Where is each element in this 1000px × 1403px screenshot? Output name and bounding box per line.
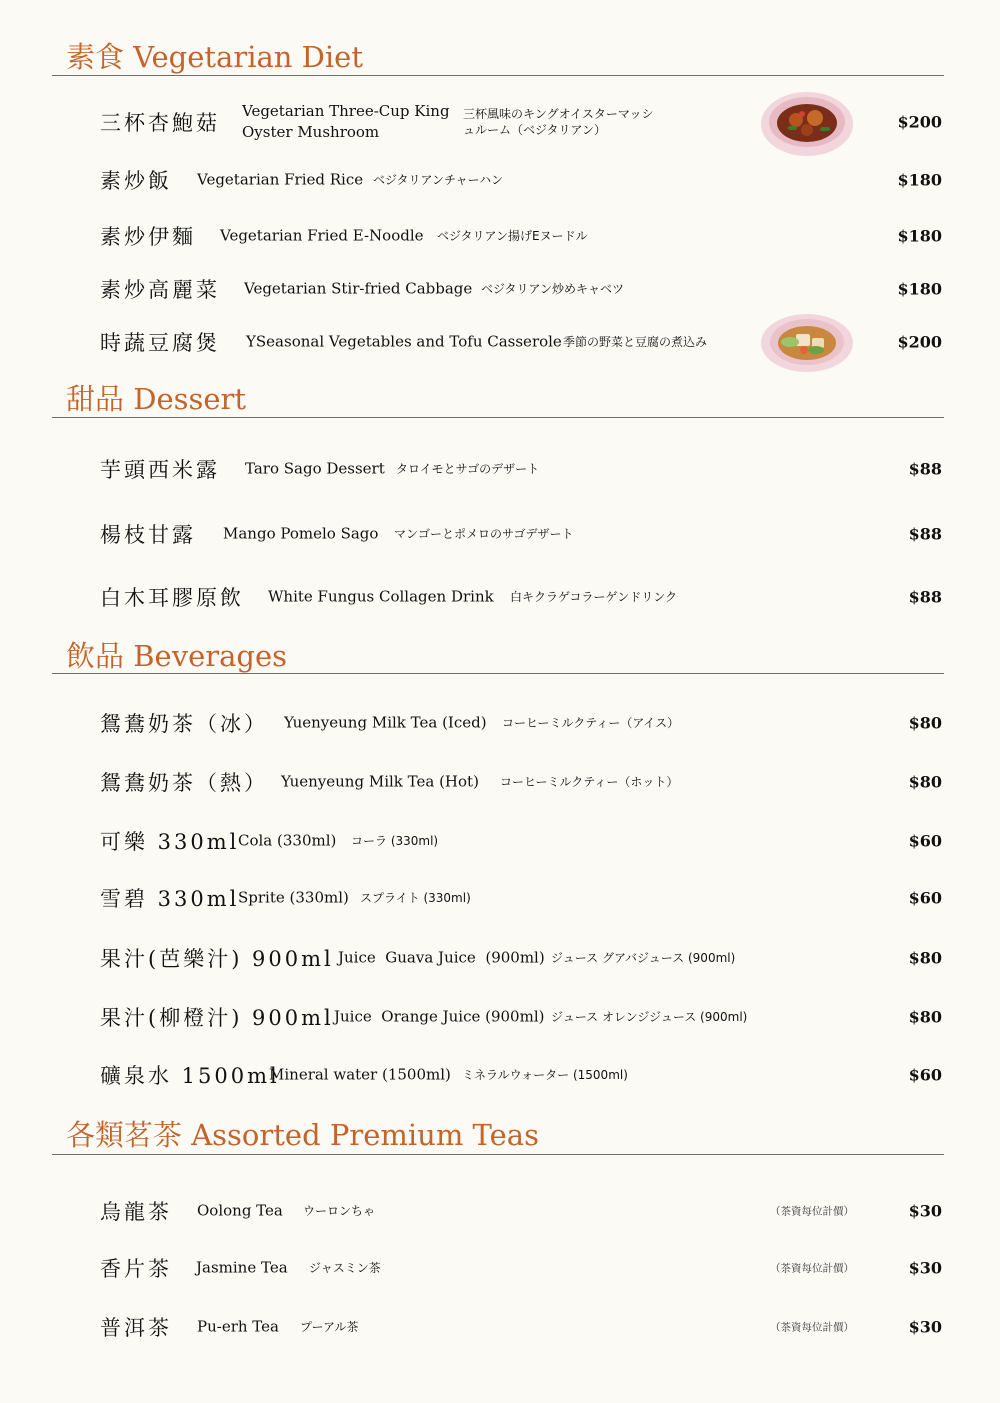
item-name-en: Yuenyeung Milk Tea (Hot) bbox=[281, 772, 479, 791]
item-name-zh: 楊枝甘露 bbox=[100, 523, 196, 547]
item-name-zh: 素炒高麗菜 bbox=[100, 278, 220, 302]
section-divider bbox=[52, 673, 944, 674]
item-price: $88 bbox=[908, 587, 942, 607]
item-note: （茶資每位計價） bbox=[770, 1205, 854, 1218]
item-name-jp: コーヒーミルクティー（ホット） bbox=[500, 775, 679, 789]
menu-item bbox=[0, 216, 1000, 256]
item-price: $88 bbox=[908, 459, 942, 479]
section-divider bbox=[52, 75, 944, 76]
item-price: $30 bbox=[908, 1317, 942, 1337]
item-name-zh: 可樂 330ml bbox=[100, 830, 240, 854]
item-name-en: Oolong Tea bbox=[197, 1201, 283, 1220]
item-name-jp: ジャスミン茶 bbox=[309, 1261, 381, 1275]
item-name-en: Jasmine Tea bbox=[196, 1258, 288, 1277]
item-price: $80 bbox=[908, 948, 942, 968]
item-price: $30 bbox=[908, 1201, 942, 1221]
menu-item bbox=[0, 938, 1000, 978]
item-price: $80 bbox=[908, 713, 942, 733]
item-name-en: Vegetarian Fried E-Noodle bbox=[220, 226, 424, 245]
item-name-en: Taro Sago Dessert bbox=[245, 459, 385, 478]
item-price: $200 bbox=[897, 332, 942, 352]
item-name-zh: 鴛鴦奶茶（熱） bbox=[100, 771, 268, 795]
item-price: $80 bbox=[908, 1007, 942, 1027]
menu-item bbox=[0, 1191, 1000, 1231]
menu-item bbox=[0, 703, 1000, 743]
section-title-beverages: 飲品 Beverages bbox=[66, 639, 287, 673]
item-name-zh: 白木耳膠原飲 bbox=[100, 586, 244, 610]
item-name-jp: プーアル茶 bbox=[300, 1320, 359, 1334]
menu-item bbox=[0, 514, 1000, 554]
item-name-jp: 季節の野菜と豆腐の煮込み bbox=[563, 335, 708, 349]
item-name-zh: 三杯杏鮑菇 bbox=[100, 111, 220, 135]
dish-photo-casserole bbox=[760, 312, 855, 374]
item-name-zh: 芋頭西米露 bbox=[100, 458, 220, 482]
item-name-en: Cola (330ml) bbox=[238, 831, 337, 850]
item-name-zh: 香片茶 bbox=[100, 1257, 172, 1281]
item-note: （茶資每位計價） bbox=[770, 1321, 854, 1334]
menu-item bbox=[0, 577, 1000, 617]
item-name-en: Juice Orange Juice (900ml) bbox=[334, 1007, 545, 1026]
item-price: $60 bbox=[908, 888, 942, 908]
item-name-jp: スプライト (330ml) bbox=[360, 891, 471, 905]
item-name-jp: 三杯風味のキングオイスターマッシュルーム（ベジタリアン） bbox=[463, 107, 654, 137]
menu-item bbox=[0, 1248, 1000, 1288]
item-name-en: Yuenyeung Milk Tea (Iced) bbox=[284, 713, 487, 732]
item-name-jp: 白キクラゲコラーゲンドリンク bbox=[510, 590, 678, 604]
section-title-dessert: 甜品 Dessert bbox=[66, 382, 247, 416]
item-price: $180 bbox=[897, 279, 942, 299]
section-divider bbox=[52, 417, 944, 418]
item-price: $60 bbox=[908, 831, 942, 851]
menu-item bbox=[0, 1307, 1000, 1347]
item-name-zh: 烏龍茶 bbox=[100, 1200, 172, 1224]
item-price: $30 bbox=[908, 1258, 942, 1278]
item-name-jp: ベジタリアン炒めキャベツ bbox=[481, 282, 625, 296]
item-price: $180 bbox=[897, 226, 942, 246]
item-name-jp: ベジタリアン揚げEヌードル bbox=[437, 229, 588, 243]
item-price: $88 bbox=[908, 524, 942, 544]
item-name-zh: 礦泉水 1500ml bbox=[100, 1064, 280, 1088]
item-name-en: Mango Pomelo Sago bbox=[223, 524, 379, 543]
item-note: （茶資每位計價） bbox=[770, 1262, 854, 1275]
menu-item bbox=[0, 1055, 1000, 1095]
item-name-zh: 時蔬豆腐煲 bbox=[100, 331, 220, 355]
item-name-zh: 素炒飯 bbox=[100, 169, 172, 193]
item-name-jp: ジュース オレンジジュース (900ml) bbox=[551, 1010, 748, 1024]
item-name-en: Pu-erh Tea bbox=[197, 1317, 279, 1336]
item-name-jp: コーラ (330ml) bbox=[351, 834, 439, 848]
item-name-jp: マンゴーとポメロのサゴデザート bbox=[394, 527, 574, 541]
dish-photo-mushroom bbox=[760, 90, 855, 158]
item-name-zh: 果汁(柳橙汁) 900ml bbox=[100, 1006, 334, 1030]
item-name-en: White Fungus Collagen Drink bbox=[268, 587, 494, 606]
item-name-zh: 普洱茶 bbox=[100, 1316, 172, 1340]
item-name-en: YSeasonal Vegetables and Tofu Casserole bbox=[246, 332, 562, 351]
item-price: $60 bbox=[908, 1065, 942, 1085]
item-price: $180 bbox=[897, 170, 942, 190]
item-name-zh: 果汁(芭樂汁) 900ml bbox=[100, 947, 334, 971]
item-name-zh: 素炒伊麵 bbox=[100, 225, 196, 249]
item-name-zh: 鴛鴦奶茶（冰） bbox=[100, 712, 268, 736]
section-divider bbox=[52, 1154, 944, 1155]
item-name-zh: 雪碧 330ml bbox=[100, 887, 240, 911]
item-name-jp: タロイモとサゴのデザート bbox=[396, 462, 540, 476]
item-name-en: Vegetarian Three-Cup King Oyster Mushroom bbox=[242, 102, 450, 141]
item-name-en: Juice Guava Juice (900ml) bbox=[338, 948, 545, 967]
item-name-jp: ウーロンちゃ bbox=[303, 1204, 376, 1218]
item-name-en: Vegetarian Fried Rice bbox=[197, 170, 364, 189]
menu-item bbox=[0, 449, 1000, 489]
item-name-jp: ベジタリアンチャーハン bbox=[373, 173, 504, 187]
menu-item bbox=[0, 878, 1000, 918]
section-title-vegetarian: 素食 Vegetarian Diet bbox=[66, 40, 363, 74]
item-name-jp: ミネラルウォーター (1500ml) bbox=[462, 1068, 628, 1082]
item-price: $200 bbox=[897, 112, 942, 132]
menu-item bbox=[0, 160, 1000, 200]
item-name-en: Vegetarian Stir-fried Cabbage bbox=[244, 279, 473, 298]
menu-item bbox=[0, 821, 1000, 861]
item-price: $80 bbox=[908, 772, 942, 792]
item-name-jp: ジュース グアバジュース (900ml) bbox=[551, 951, 736, 965]
menu-item bbox=[0, 269, 1000, 309]
section-title-teas: 各類茗茶 Assorted Premium Teas bbox=[66, 1118, 539, 1152]
item-name-jp: コーヒーミルクティー（アイス） bbox=[502, 716, 680, 730]
item-name-en: Mineral water (1500ml) bbox=[269, 1065, 451, 1084]
item-name-en: Sprite (330ml) bbox=[238, 888, 349, 907]
menu-item bbox=[0, 762, 1000, 802]
menu-item bbox=[0, 997, 1000, 1037]
